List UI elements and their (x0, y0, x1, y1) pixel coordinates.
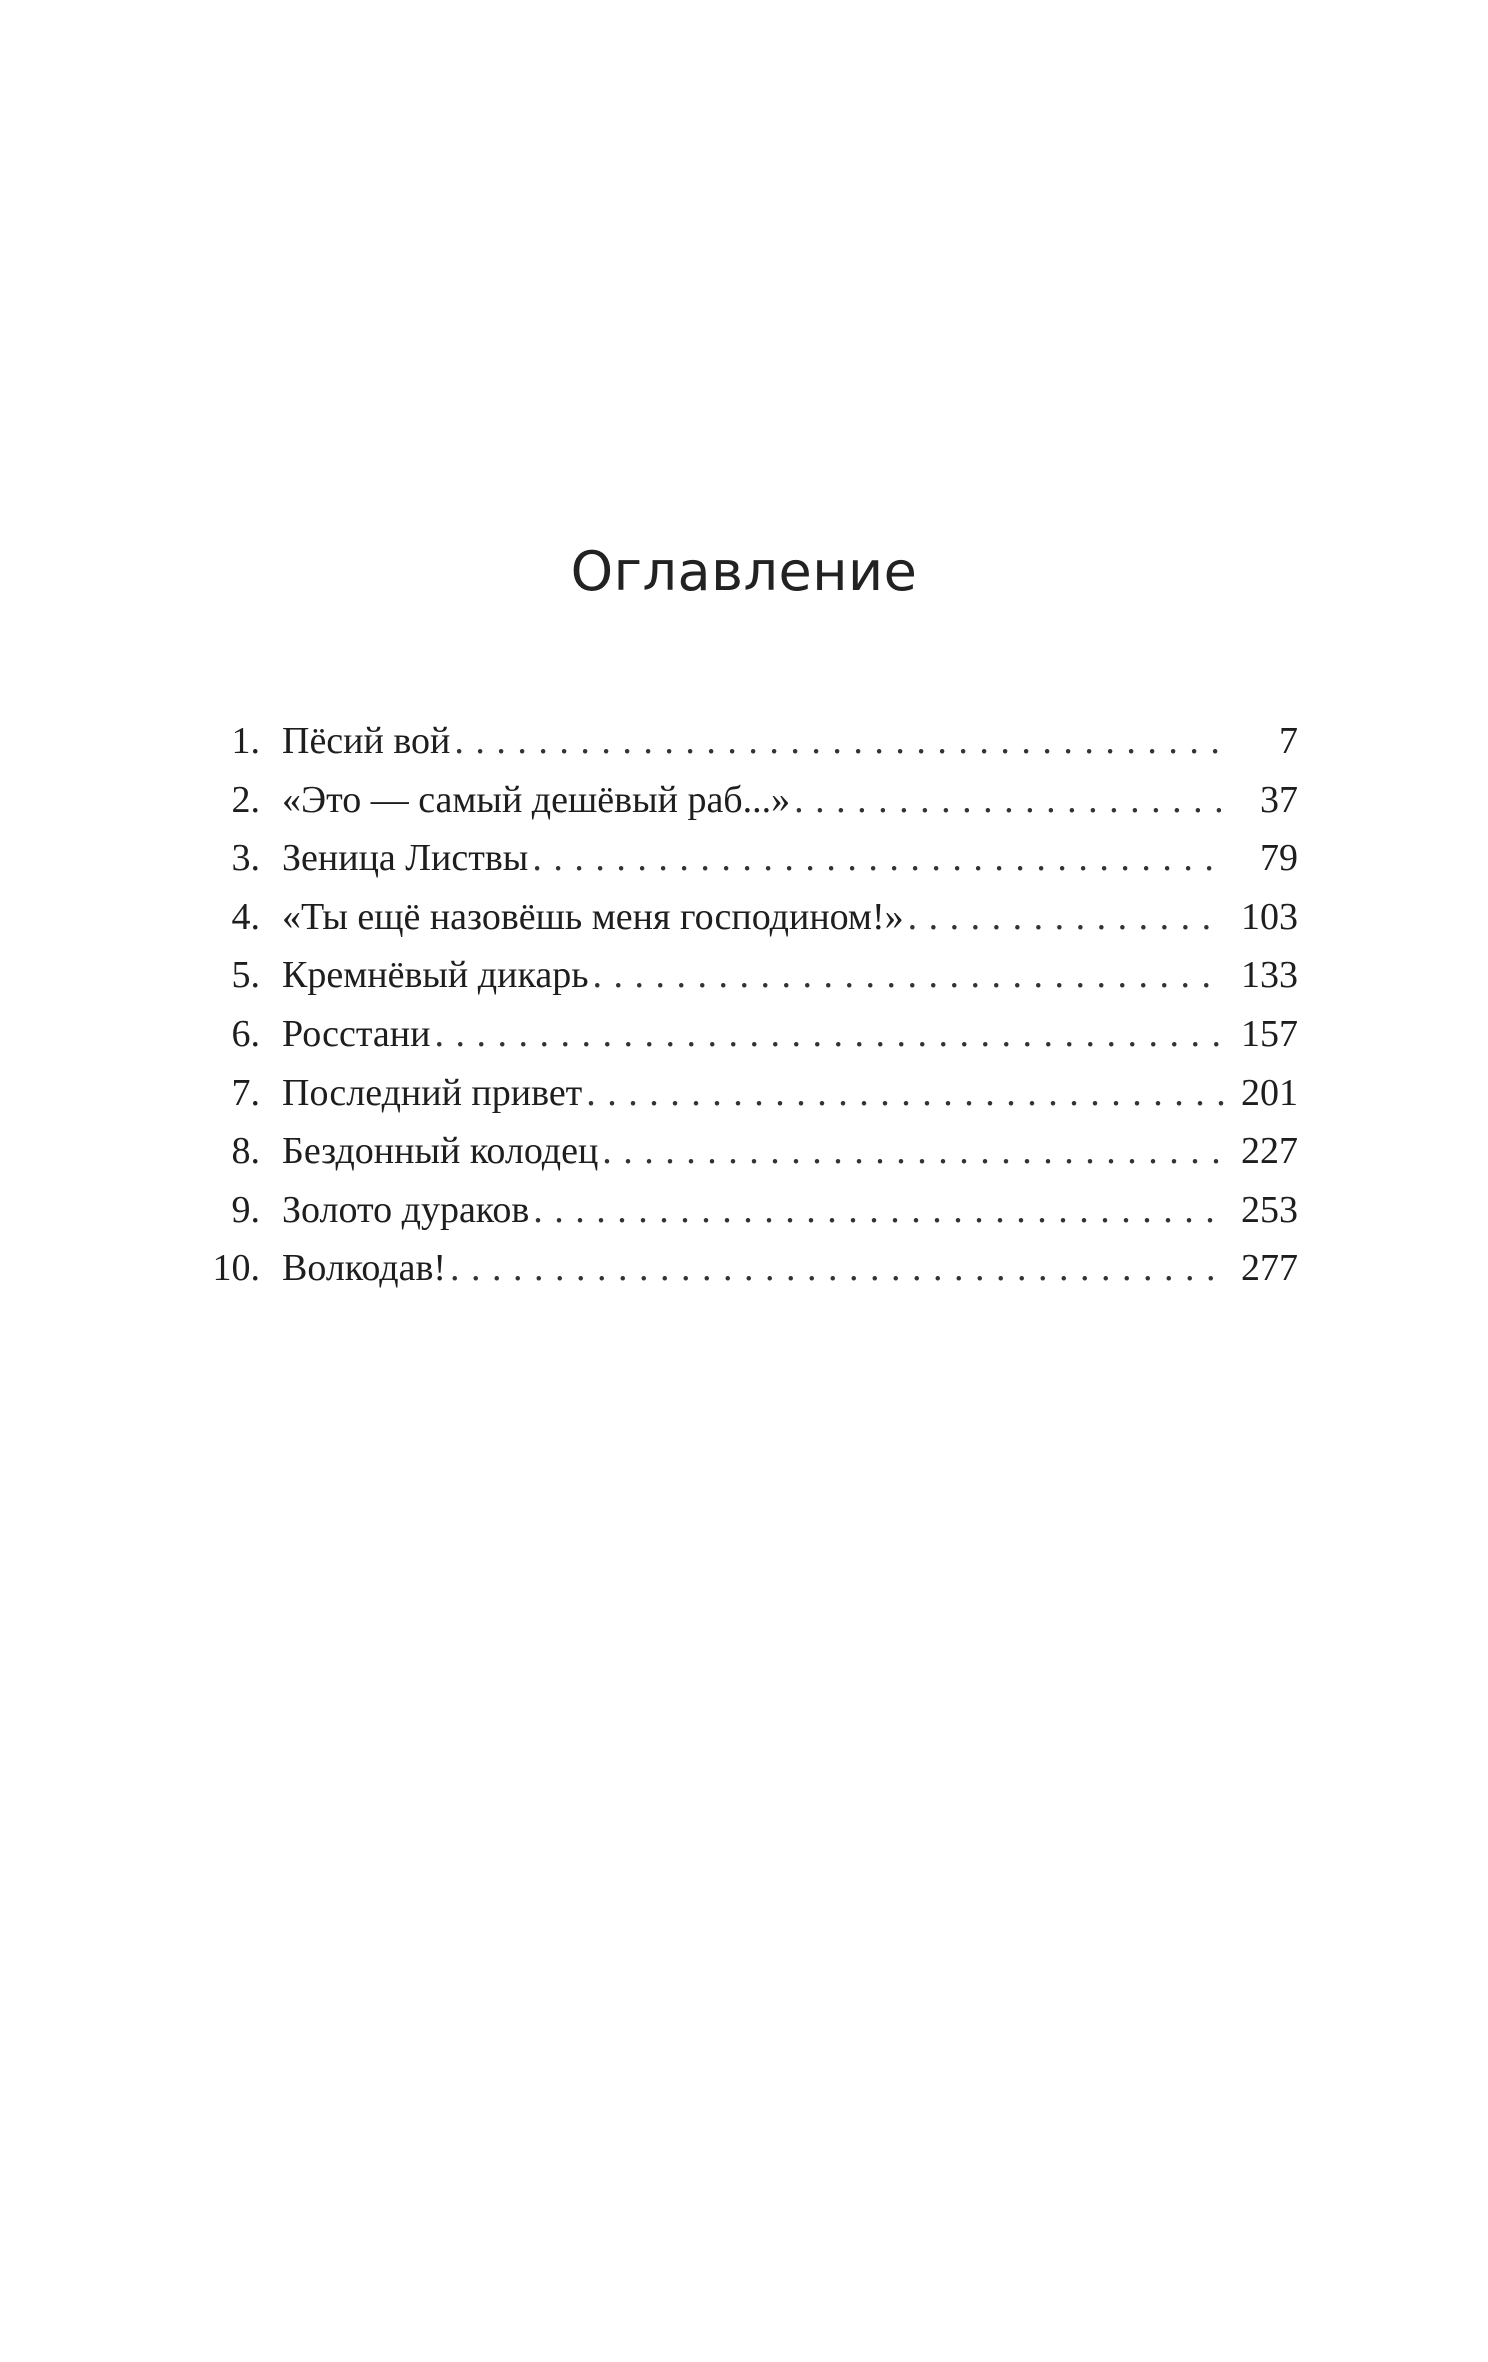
toc-entry[interactable] (208, 946, 1298, 1005)
chapter-title: Кремнёвый дикарь (282, 954, 589, 997)
toc-entry[interactable] (208, 1239, 1298, 1298)
toc-entry[interactable] (208, 888, 1298, 947)
chapter-number: 1. (231, 720, 260, 762)
toc-entry[interactable] (208, 771, 1298, 830)
chapter-title: Пёсий вой (282, 720, 451, 762)
dot-leader (593, 946, 1224, 1005)
page-number: 37 (1260, 778, 1298, 821)
chapter-number: 6. (231, 1012, 260, 1055)
page-number: 227 (1241, 1130, 1298, 1173)
page-number: 79 (1260, 837, 1298, 880)
page-number: 7 (1279, 720, 1298, 762)
chapter-title: Росстани (282, 1012, 431, 1055)
toc-entry[interactable] (208, 1122, 1298, 1181)
dot-leader (908, 888, 1224, 947)
chapter-number: 8. (231, 1130, 260, 1173)
dot-leader (450, 1239, 1224, 1298)
table-of-contents (208, 712, 1298, 1298)
toc-entry[interactable] (208, 1064, 1298, 1123)
dot-leader (454, 712, 1224, 771)
chapter-number: 5. (231, 954, 260, 997)
chapter-title: Волкодав! (282, 1247, 447, 1290)
page-number: 277 (1241, 1247, 1298, 1290)
dot-leader (794, 771, 1224, 830)
page-number: 103 (1241, 895, 1298, 938)
dot-leader (533, 1181, 1224, 1240)
chapter-title: «Ты ещё назовёшь меня господином!» (282, 895, 904, 938)
chapter-number: 9. (231, 1188, 260, 1231)
chapter-title: Зеница Листвы (282, 837, 529, 880)
chapter-title: «Это — самый дешёвый раб...» (282, 778, 791, 821)
dot-leader (586, 1064, 1224, 1123)
toc-entry[interactable] (208, 1181, 1298, 1240)
dot-leader (602, 1122, 1224, 1181)
toc-entry[interactable] (208, 1005, 1298, 1064)
page-title: Оглавление (570, 540, 918, 603)
chapter-number: 3. (231, 837, 260, 880)
chapter-number: 2. (231, 778, 260, 821)
chapter-title: Бездонный колодец (282, 1130, 599, 1173)
toc-entry[interactable] (208, 712, 1298, 771)
page-number: 201 (1241, 1071, 1298, 1114)
page-number: 253 (1241, 1188, 1298, 1231)
chapter-number: 7. (231, 1071, 260, 1114)
dot-leader (532, 829, 1224, 888)
chapter-title: Золото дураков (282, 1188, 530, 1231)
page-number: 133 (1241, 954, 1298, 997)
dot-leader (434, 1005, 1224, 1064)
chapter-number: 10. (212, 1247, 260, 1290)
chapter-title: Последний привет (282, 1071, 583, 1114)
toc-entry[interactable] (208, 829, 1298, 888)
page-number: 157 (1241, 1012, 1298, 1055)
chapter-number: 4. (231, 895, 260, 938)
